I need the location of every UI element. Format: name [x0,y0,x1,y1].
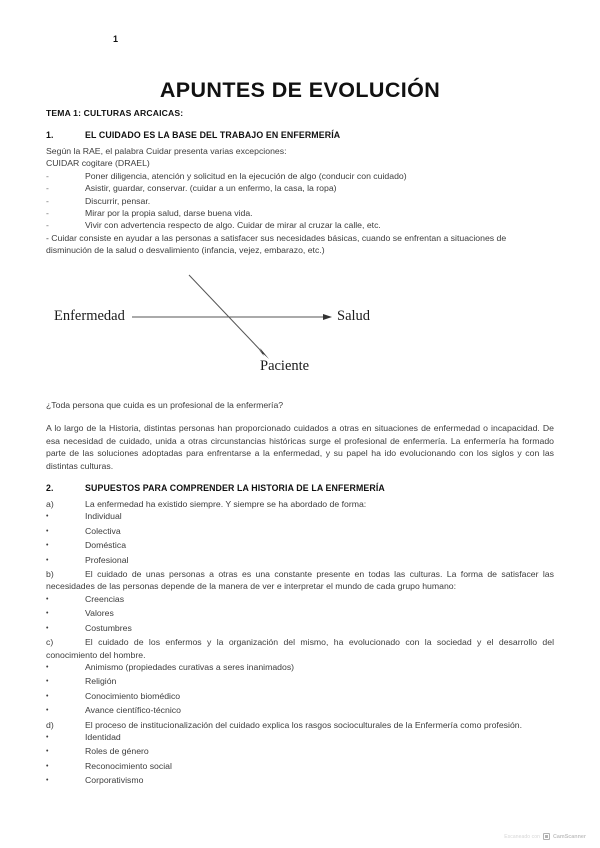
list-item [46,593,554,607]
history-paragraph: A lo largo de la Historia, distintas personas han proporcionado cuidados a otras en situaciones de enfermedad o incapacidad. De esa necesidad de cuidado, unida a otras circunstancias históricas surge el profesional de enfermería. La enfermería ha formado parte de las soluciones adoptadas para enfrentarse a la enfermedad, y su papel ha ido evolucionando con los siglos y con las distintas culturas. [46,423,554,471]
bullet-marker: • [46,663,49,671]
rae-intro-line-1: Según la RAE, el palabra Cuidar presenta varias excepciones: [46,146,287,156]
section-2-bullets-d [46,731,554,789]
page-title: APUNTES DE EVOLUCIÓN [159,78,441,103]
list-item-label: Vivir con advertencia respecto de algo. Cuidar de mirar al cruzar la calle, etc. [85,220,381,231]
bullet-marker: • [46,762,49,770]
list-item-label: Poner diligencia, atención y solicitud en la ejecución de algo (conducir con cuidado) [85,170,407,181]
horizontal-arrow-head [323,314,332,320]
dash-marker: - [46,170,49,181]
section-2-item-b [46,568,554,593]
list-item-label: Corporativismo [85,775,144,786]
list-item-label: Colectiva [85,525,121,536]
dash-marker: - [46,220,49,231]
diagram-label-enfermedad: Enfermedad [54,308,125,324]
bullet-marker: • [46,610,49,618]
bullet-marker: • [46,777,49,785]
item-letter: a) [46,499,54,510]
item-letter: c) [46,637,54,648]
list-item [46,622,554,636]
diagram-label-paciente: Paciente [260,358,310,374]
list-item-label: Creencias [85,593,125,604]
bullet-marker: • [46,707,49,715]
section-2-item-a [46,498,554,510]
bullet-marker: • [46,733,49,741]
item-text: La enfermedad ha existido siempre. Y siempre se ha abordado de forma: [85,499,367,510]
item-letter: b) [46,569,54,580]
list-item [46,731,554,745]
section-2-item-d [46,719,554,731]
list-item [46,525,554,539]
cuidar-definition-paragraph: - Cuidar consiste en ayudar a las personas a satisfacer sus necesidades básicas, cuando se enfrentan a situaciones de disminución de la salud o desvalimiento (infancia, vejez, embarazo, etc.) [46,232,507,256]
bullet-marker: • [46,748,49,756]
list-item [46,219,554,231]
item-letter: d) [46,719,54,730]
bullet-marker: • [46,527,49,535]
list-item [46,207,554,219]
list-item [46,195,554,207]
section-2-title: SUPUESTOS PARA COMPRENDER LA HISTORIA DE LA ENFERMERÍA [85,483,385,494]
list-item [46,510,554,524]
list-item [46,661,554,675]
list-item-label: Costumbres [85,622,132,633]
item-text: El cuidado de los enfermos y la organización del mismo, ha evolucionado con la sociedad y el desarrollo del conocimiento del hombre. [46,637,554,660]
list-item-label: Religión [85,676,117,687]
bullet-marker: • [46,542,49,550]
health-illness-diagram [40,262,400,387]
list-item [46,170,554,182]
list-item-label: Animismo (propiedades curativas a seres inanimados) [85,661,295,672]
section-1-title: EL CUIDADO ES LA BASE DEL TRABAJO EN ENFERMERÍA [85,130,341,140]
diagram-label-salud: Salud [337,308,371,324]
page-number: 1 [113,34,119,44]
list-item [46,745,554,759]
reflection-question: ¿Toda persona que cuida es un profesional de la enfermería? [46,400,284,410]
section-2-heading [46,483,554,493]
list-item-label: Valores [85,608,114,619]
document-body-lower [46,399,554,789]
section-1-heading [46,130,554,140]
camscanner-logo-icon [543,833,550,840]
section-1-number: 1. [46,130,54,140]
document-body [46,108,554,257]
list-item-label: Discurrir, pensar. [85,195,151,206]
list-item-label: Mirar por la propia salud, darse buena vida. [85,208,253,219]
section-2-item-c [46,636,554,661]
bullet-marker: • [46,692,49,700]
bullet-marker: • [46,624,49,632]
list-item-label: Asistir, guardar, conservar. (cuidar a un enfermo, la casa, la ropa) [85,183,337,194]
bullet-marker: • [46,678,49,686]
list-item-label: Doméstica [85,540,127,551]
bullet-marker: • [46,556,49,564]
dash-marker: - [46,195,49,206]
list-item [46,554,554,568]
item-text: El proceso de institucionalización del cuidado explica los rasgos socioculturales de la Enfermería como profesión. [85,719,523,730]
list-item [46,774,554,788]
list-item [46,760,554,774]
list-item-label: Conocimiento biomédico [85,690,181,701]
bullet-marker: • [46,595,49,603]
list-item [46,182,554,194]
dash-marker: - [46,208,49,219]
section-2-bullets-a [46,510,554,568]
watermark-brand: CamScanner [553,833,586,840]
rae-intro-line-2: CUIDAR cogitare (DRAEL) [46,158,150,169]
topic-label: TEMA 1: CULTURAS ARCAICAS: [46,108,184,118]
list-item-label: Roles de género [85,746,149,757]
list-item [46,704,554,718]
watermark-text: Escaneado con [504,833,541,840]
bullet-marker: • [46,513,49,521]
list-item [46,607,554,621]
list-item [46,539,554,553]
item-text: El cuidado de unas personas a otras es una constante presente en todas las culturas. La forma de satisfacer las necesidades de las personas depende de la manera de ver e interpretar el mundo de cada grupo humano: [46,569,554,592]
list-item-label: Avance científico-técnico [85,705,181,716]
list-item-label: Reconocimiento social [85,760,172,771]
list-item [46,675,554,689]
list-item-label: Identidad [85,731,121,742]
section-2-bullets-b [46,593,554,636]
list-item-label: Profesional [85,554,129,565]
section-2-number: 2. [46,483,54,494]
definitions-list [46,170,554,232]
section-2-bullets-c [46,661,554,719]
list-item [46,690,554,704]
scanner-watermark [504,833,586,840]
list-item-label: Individual [85,511,122,522]
diagonal-arrow-line [189,275,264,354]
dash-marker: - [46,183,49,194]
